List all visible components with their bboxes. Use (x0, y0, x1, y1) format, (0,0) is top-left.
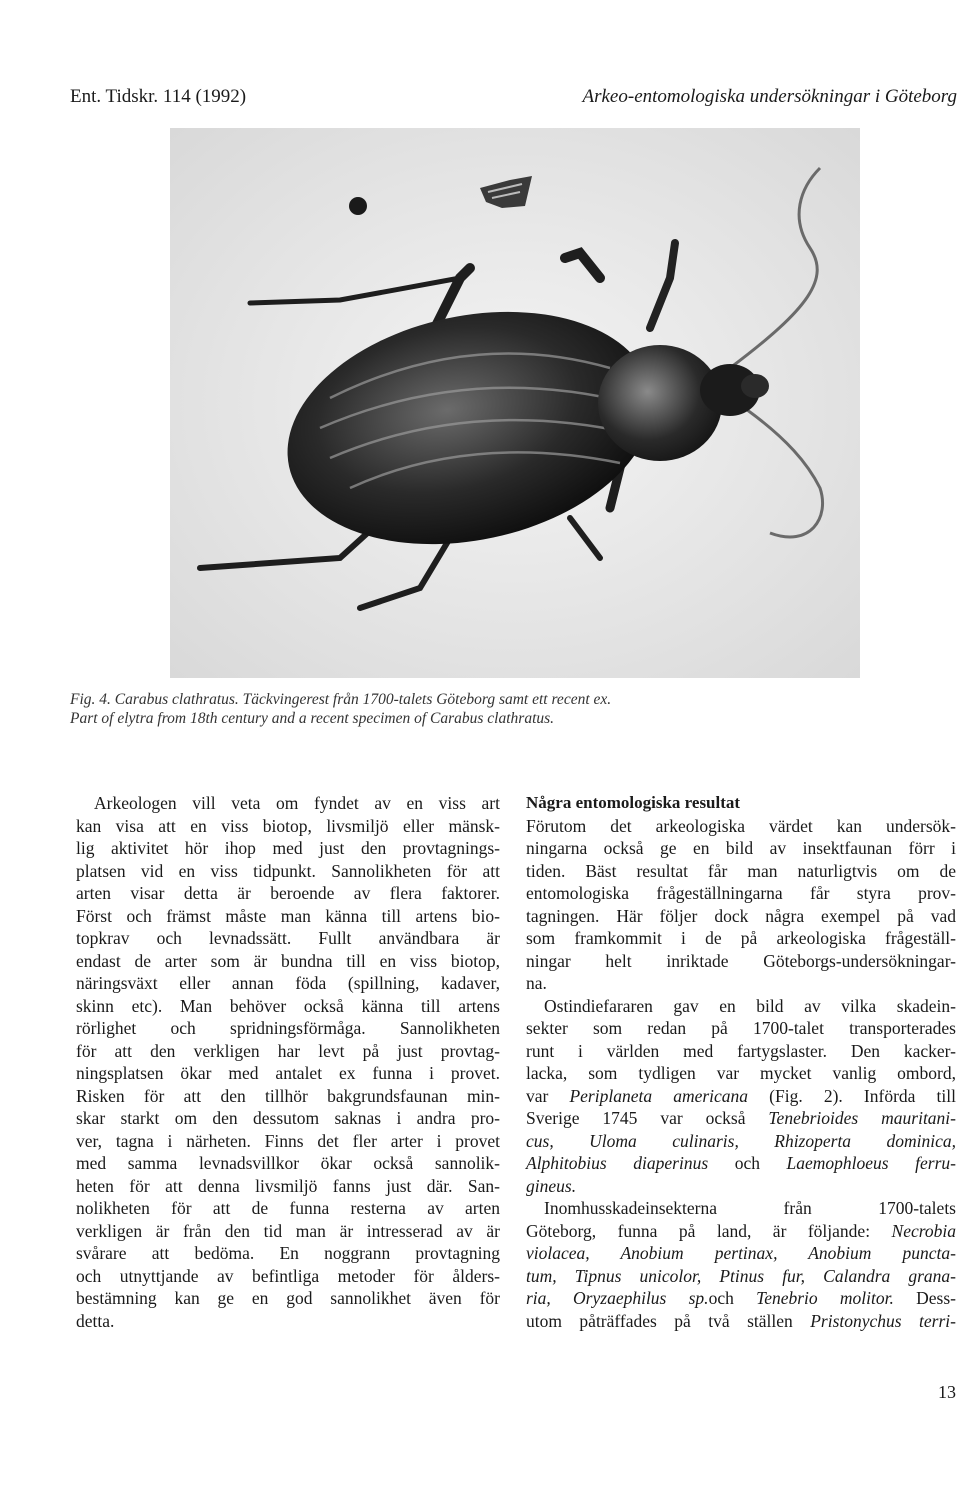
paragraph-line: Arkeologen vill veta om fyndet av en viss art (94, 793, 500, 813)
caption-english: Part of elytra from 18th century and a recent specimen of Carabus clathratus. (70, 710, 555, 727)
paragraph-line: Göteborg, funna på land, är följande: Necrobia (526, 1220, 956, 1241)
paragraph-line: na. (526, 973, 547, 993)
paragraph-line: Inomhusskadeinsekterna från 1700-talets (544, 1198, 956, 1218)
paragraph-line: ria, Oryzaephilus sp.och Tenebrio molitor. Dess- (526, 1288, 956, 1308)
paragraph-line: bestämning kan ge en god sannolikhet även för (76, 1288, 500, 1308)
paragraph-line: Förutom det arkeologiska värdet kan undersök- (526, 815, 956, 836)
paragraph-2 (526, 995, 956, 1085)
paragraph-line: för att den verkligen har levt på just provtag- (76, 1040, 500, 1061)
paragraph-line: skinn etc). Man behöver också känna till artens (76, 995, 500, 1016)
paragraph-line: tagningen. Här följer dock några exempel på vad (526, 905, 956, 926)
paragraph-line: ningsplatsen ökar med antalet ex funna i provet. (76, 1063, 500, 1083)
paragraph-line: Risken för att den tillhör bakgrundsfaunan min- (76, 1085, 500, 1106)
paragraph-line: violacea, Anobium pertinax, Anobium puncta- (526, 1243, 956, 1263)
beetle-photograph (170, 128, 860, 678)
paragraph-line: cus, Uloma culinaris, Rhizoperta dominica, (526, 1130, 956, 1151)
paragraph-line: endast de arter som är bundna till en viss biotop, (76, 950, 500, 971)
paragraph-line: platsen vid en viss tidpunkt. Sannolikheten för att (76, 860, 500, 881)
paragraph-line: verkligen är från den tid man är intresserad av är (76, 1220, 500, 1241)
paragraph-line: nolikheten för att de funna resterna av arten (76, 1198, 500, 1218)
paragraph-line: som framkommit i de på arkeologiska frågeställ- (526, 928, 956, 948)
paragraph-line: tiden. Bäst resultat får man naturligtvis om de (526, 860, 956, 881)
caption-swedish: Fig. 4. Carabus clathratus. Täckvingerest från 1700-talets Göteborg samt ett recent ex. (70, 691, 612, 708)
paragraph-line: topkrav och levnadssätt. Fullt användbara är (76, 928, 500, 948)
paragraph-line: Sverige 1745 var också Tenebrioides mauritani- (526, 1108, 956, 1128)
paragraph-line: tum, Tipnus unicolor, Ptinus fur, Calandra grana- (526, 1265, 956, 1286)
paragraph-line: lacka, som tydligen var mycket vanlig ombord, (526, 1063, 956, 1083)
paragraph-line: Ostindiefararen gav en bild av vilka skadein- (544, 995, 956, 1016)
paragraph-line: Först och främst måste man känna till artens bio- (76, 905, 500, 926)
figure-caption (70, 690, 930, 728)
paragraph-line: var Periplaneta americana (Fig. 2). Införda till (526, 1085, 956, 1106)
paragraph-line: utom påträffades på två ställen Pristonychus terri- (526, 1310, 956, 1331)
paragraph-line: sekter som redan på 1700-talet transporterades (526, 1018, 956, 1038)
paragraph-line: näringsväxt eller annan föda (spillning, kadaver, (76, 973, 500, 993)
paragraph-line: ningar helt inriktade Göteborgs-undersökningar- (526, 950, 956, 971)
running-title: Arkeo-entomologiska undersökningar i Göteborg (582, 86, 957, 107)
paragraph-line: svårare att bedöma. En noggrann provtagning (76, 1243, 500, 1263)
journal-header: Ent. Tidskr. 114 (1992) (70, 86, 247, 107)
page-number: 13 (938, 1382, 956, 1402)
paragraph-line: detta. (76, 1310, 115, 1331)
carabus-clathratus-image (170, 128, 860, 678)
paragraph-1 (526, 815, 956, 995)
paragraph-line: ningarna också ge en bild av insektfaunan förr i (526, 838, 956, 858)
paragraph-line: kan visa att en viss biotop, livsmiljö eller mänsk- (76, 815, 500, 836)
left-column (76, 792, 500, 1332)
paragraph-line: och utnyttjande av befintliga metoder för ålders- (76, 1265, 500, 1286)
paragraph-line: lig aktivitet hör ihop med just den provtagnings- (76, 838, 500, 858)
right-column (526, 792, 956, 1332)
paragraph-line: Alphitobius diaperinus och Laemophloeus ferru- (526, 1153, 956, 1173)
paragraph-line: runt i världen med fartygslaster. Den kacker- (526, 1040, 956, 1061)
paragraph-line: ver, tagna i närheten. Finns det fler arter i provet (76, 1130, 500, 1151)
paragraph-line: med samma levnadsvillkor ökar också sannolik- (76, 1153, 500, 1173)
paragraph-line: heten för att denna livsmiljö fanns just där. San- (76, 1175, 500, 1196)
paragraph-line: entomologiska frågeställningarna får styra prov- (526, 883, 956, 903)
paragraph-line: arten visar detta är beroende av flera faktorer. (76, 883, 500, 903)
paragraph-line: skar starkt om den dessutom saknas i andra pro- (76, 1108, 500, 1128)
section-heading: Några entomologiska resultat (526, 793, 741, 812)
paragraph-line: gineus. (526, 1175, 577, 1196)
paragraph-line: rörlighet och spridningsförmåga. Sannolikheten (76, 1018, 500, 1038)
